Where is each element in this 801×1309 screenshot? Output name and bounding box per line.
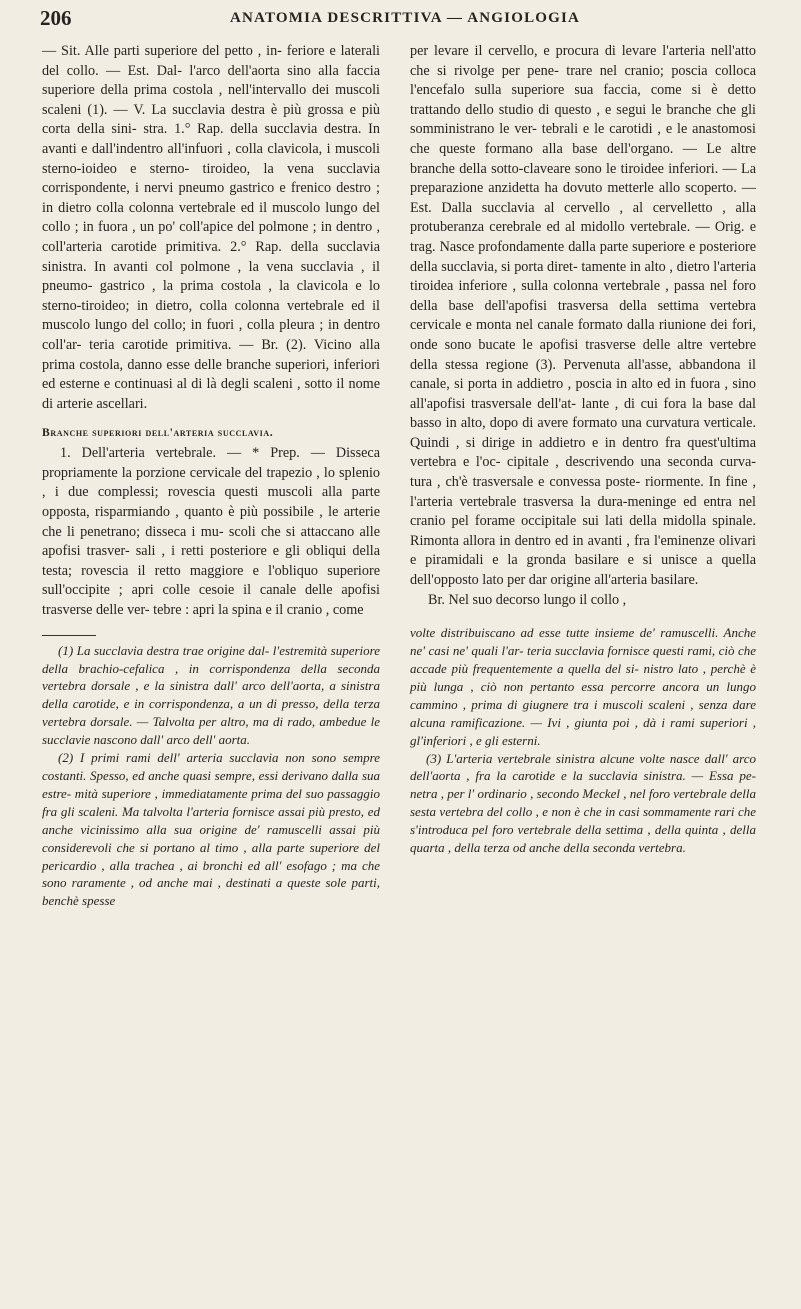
right-paragraph: per levare il cervello, e procura di levare l'arteria nell'atto che si rivolge per pene- trare nel cranio; poscia colloca l'encefalo sulla superiore sua faccia, come si è detto trattando dello studio di questo , e segui le branche che gli somministrano le ver- tebrali e le carotidi , e le anastomosi che queste formano alla base dell'organo. — Le altre branche della sotto-claveare sono le tiroidee inferiori. — La preparazione anzidetta ha dovuto metterle allo scoperto. — Est. Dalla succlavia al cervello , al cervelletto , alla protuberanza cerebrale ed al midollo vertebrale. — Orig. e trag. Nasce profondamente dalla parte superiore e posteriore della succlavia, si porta diret- tamente in alto , dietro l'arteria tiroidea inferiore , sulla colonna vertebrale , passa nel foro della base dell'apofisi trasversa della settima vertebra cervicale e monta nel canale formato dalla riunione dei fori, onde sono bucate le apofisi trasverse delle altre vertebre della stessa regione (3). Pervenuta all'asse, abbandona il canale, si porta in addietro , poscia in alto ed in fuora , sino all'apofisi trasversale dell'at- lante , di cui fora la base dal basso in alto, dopo di avere formato una curvatura verticale. Quindi , si dirige in addietro e in dentro fra quest'ultima vertebra e l'oc- cipitale , descrivendo una seconda curva- tura , ch'è trasversale e convessa poste- riormente. In fine , l'arteria vertebrale trasversa la dura-meninge ed entra nel cranio pel forame occipitale sui lati della midolla spinale. Rimonta allora in dentro ed in avanti , fra l'eminenze olivari e piramidali e la gronda basilare e si unisce a quella dell'opposto lato per dar origine all'arteria basilare.: [410, 43, 756, 589]
page-header: [40, 6, 770, 36]
page-number: 206: [40, 6, 72, 30]
right-column: [410, 42, 756, 857]
left-paragraph: 1. Dell'arteria vertebrale. — * Prep. — Disseca propriamente la porzione cervicale del trapezio , lo splenio , i due complessi; rovescia questi muscoli alla parte opposta, risparmiando , quanto è più possibile , le arterie che li penetrano; disseca i mu- scoli che si attaccano alle apofisi trasver- sali , i retti posteriore e gli obliqui della testa; rovescia il retto maggiore e l'obliquo superiore sull'occipite ; apri colle cesoie il canale delle apofisi trasverse delle ver- tebre : apri la spina e il cranio , come: [42, 445, 380, 619]
footnote: (1) La succlavia destra trae origine dal- l'estremità superiore della brachio-cefalica , in corrispondenza della seconda vertebra dorsale , e la sinistra dall' arco dell'aorta, a sinistra della carotide, e in corrispondenza, a un di presso, della terza vertebra dorsale. — Talvolta per altro, ma di rado, ambedue le succlavie nascono dall' arco dell' aorta.: [42, 642, 380, 748]
footnote: volte distribuiscano ad esse tutte insieme de' ramuscelli. Anche ne' casi ne' quali l'ar- teria succlavia fornisce questi rami, ciò che accade più frequentemente a quella del si- nistro lato , perchè è più lunga , ciò non pertanto essa percorre ancora un lungo cammino , prima di giugnere tra i muscoli scaleni , senza dare alcuna ramificazione. — Ivi , giunta poi , dà i rami superiori , gl'inferiori , e gli esterni.: [410, 625, 756, 748]
left-footnotes: [42, 642, 380, 911]
right-paragraph: Br. Nel suo decorso lungo il collo ,: [428, 591, 627, 608]
footnote: (3) L'arteria vertebrale sinistra alcune volte nasce dall' arco dell'aorta , fra la carotide e la succlavia sinistra. — Essa pe- netra , per l' ordinario , secondo Meckel , nel foro vertebrale della sesta vertebra del collo , e non è che in casi sommamente rari che s'introduca pel foro vertebrale della settima , della quinta , della quarta , della terza od anche della seconda vertebra.: [410, 750, 756, 856]
left-subsection: [42, 444, 380, 620]
left-paragraph: — Sit. Alle parti superiore del petto , in- feriore e laterali del collo. — Est. Dal- l'arco dell'aorta sino alla faccia superiore della prima costola , nell'intervallo dei muscoli scaleni (1). — V. La succlavia destra è più grossa e più corta della sini- stra. 1.° Rap. della succlavia destra. In avanti e dall'indentro all'infuori , colla clavicola, i muscoli sterno-ioideo e sterno- tiroideo, la vena succlavia corrispondente, i nervi pneumo gastrico e frenico destro ; in dietro colla colonna vertebrale ed il muscolo lungo del collo ; in fuora , un po' coll'apice del polmone ; in dentro , coll'arteria carotide primitiva. 2.° Rap. della succlavia sinistra. In avanti col polmone , la vena succlavia , il pneumo- gastrico , la prima costola , la clavicola e lo sterno-tiroideo; in dietro, colla colonna vertebrale ed il muscolo lungo del collo; in fuori , colla pleura ; in dentro coll'ar- teria carotide primitiva. — Br. (2). Vicino alla prima costola, danno esse delle branche superiori, inferiori ed esterne e continuasi al di là degli scaleni , sotto il nome di arterie ascellari.: [42, 43, 380, 412]
left-column: [42, 42, 380, 910]
left-body: [42, 42, 380, 414]
footnote: (2) I primi rami dell' arteria succlavia non sono sempre costanti. Spesso, ed anche quasi sempre, essi derivano dalla sua estre- mità superiore , immediatamente prima del suo passaggio fra gli scaleni. Ma talvolta l'arteria fornisce assai più presto, ed anche vicinissimo alla sua origine de' ramuscelli assai più considerevoli che si portano al timo , alla parte superiore del pericardio , alla trachea , ai bronchi ed all' esofago ; ma che sono raramente , od anche mai , destinati a queste sole parti, benchè spesse: [42, 750, 380, 909]
footnote-rule: [42, 635, 96, 636]
running-title: ANATOMIA DESCRITTIVA — ANGIOLOGIA: [230, 10, 581, 26]
right-body: [410, 42, 756, 610]
right-footnotes: [410, 624, 756, 857]
section-title: Branche superiori dell'arteria succlavia.: [42, 426, 274, 440]
